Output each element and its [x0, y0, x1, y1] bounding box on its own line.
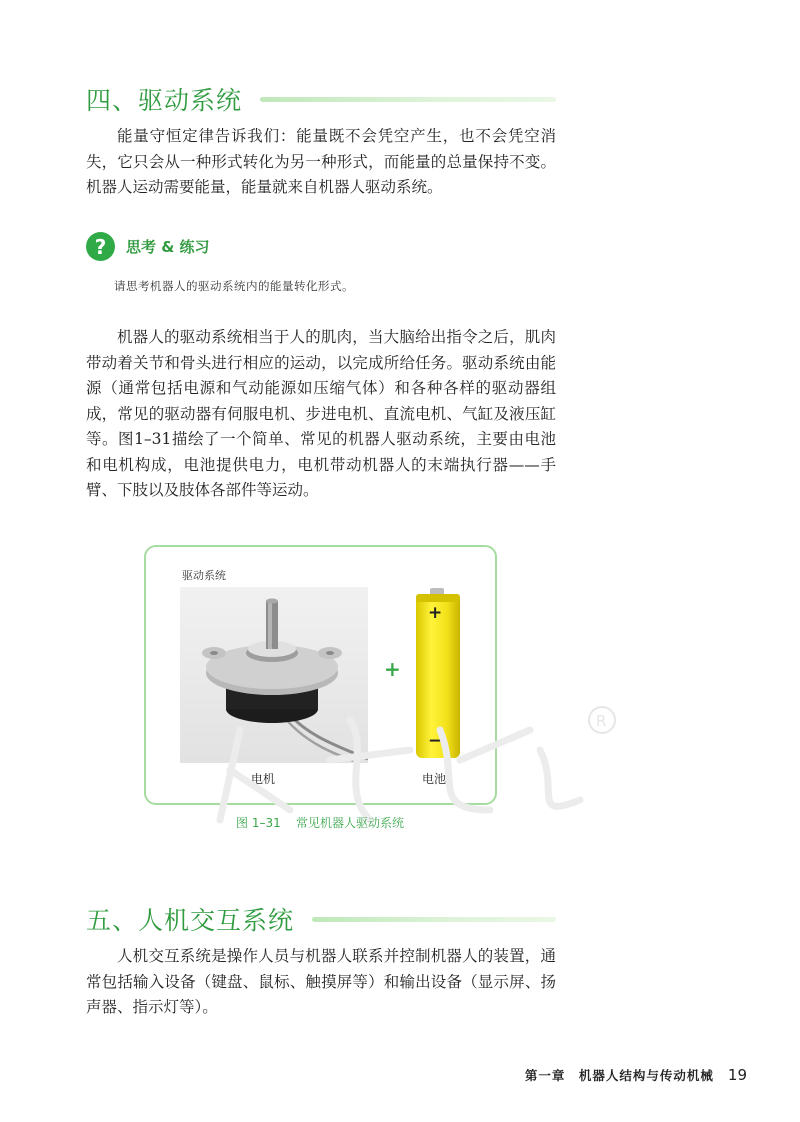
motor-caption: 电机: [251, 772, 276, 786]
question-mark-icon: ?: [86, 232, 115, 261]
battery-plus-mark: +: [428, 603, 443, 623]
section-title: 五、人机交互系统: [86, 906, 295, 935]
svg-text:R: R: [596, 712, 607, 730]
section-title: 四、驱动系统: [86, 86, 243, 115]
section-heading-5: [86, 902, 556, 936]
battery-minus-mark: −: [428, 731, 443, 751]
page-number: 19: [727, 1066, 747, 1084]
body-paragraph: [86, 124, 556, 201]
body-paragraph: [86, 325, 556, 504]
page-footer: [525, 1066, 747, 1084]
heading-divider: [312, 917, 556, 922]
battery-image: [408, 585, 472, 763]
figure-drive-system: [144, 545, 497, 805]
paragraph-hci: 人机交互系统是操作人员与机器人联系并控制机器人的装置，通常包括输入设备（键盘、鼠标、触摸屏等）和输出设备（显示屏、扬声器、指示灯等）。: [86, 947, 556, 1016]
paragraph-energy: 能量守恒定律告诉我们：能量既不会凭空产生，也不会凭空消失，它只会从一种形式转化为另一种形式，而能量的总量保持不变。机器人运动需要能量，能量就来自机器人驱动系统。: [86, 127, 556, 196]
body-paragraph: [86, 944, 556, 1021]
heading-divider: [260, 97, 556, 102]
think-question: 请思考机器人的驱动系统内的能量转化形式。: [114, 279, 354, 293]
motor-image: [180, 587, 368, 763]
plus-sign: +: [384, 657, 401, 681]
think-title: 思考 & 练习: [126, 238, 210, 256]
section-heading-4: [86, 82, 556, 116]
figure-label: 驱动系统: [182, 569, 226, 582]
paragraph-drive-system: 机器人的驱动系统相当于人的肌肉，当大脑给出指令之后，肌肉带动着关节和骨头进行相应的运动，以完成所给任务。驱动系统由能源（通常包括电源和气动能源如压缩气体）和各种各样的驱动器组成，常见的驱动器有伺服电机、步进电机、直流电机、气缸及液压缸等。图1–31描绘了一个简单、常见的机器人驱动系统，主要由电池和电机构成，电池提供电力，电机带动机器人的末端执行器——手臂、下肢以及肢体各部件等运动。: [86, 328, 556, 499]
figure-caption: 图 1–31 常见机器人驱动系统: [236, 816, 404, 830]
chapter-title: 第一章 机器人结构与传动机械: [524, 1068, 714, 1083]
battery-caption: 电池: [422, 772, 447, 786]
